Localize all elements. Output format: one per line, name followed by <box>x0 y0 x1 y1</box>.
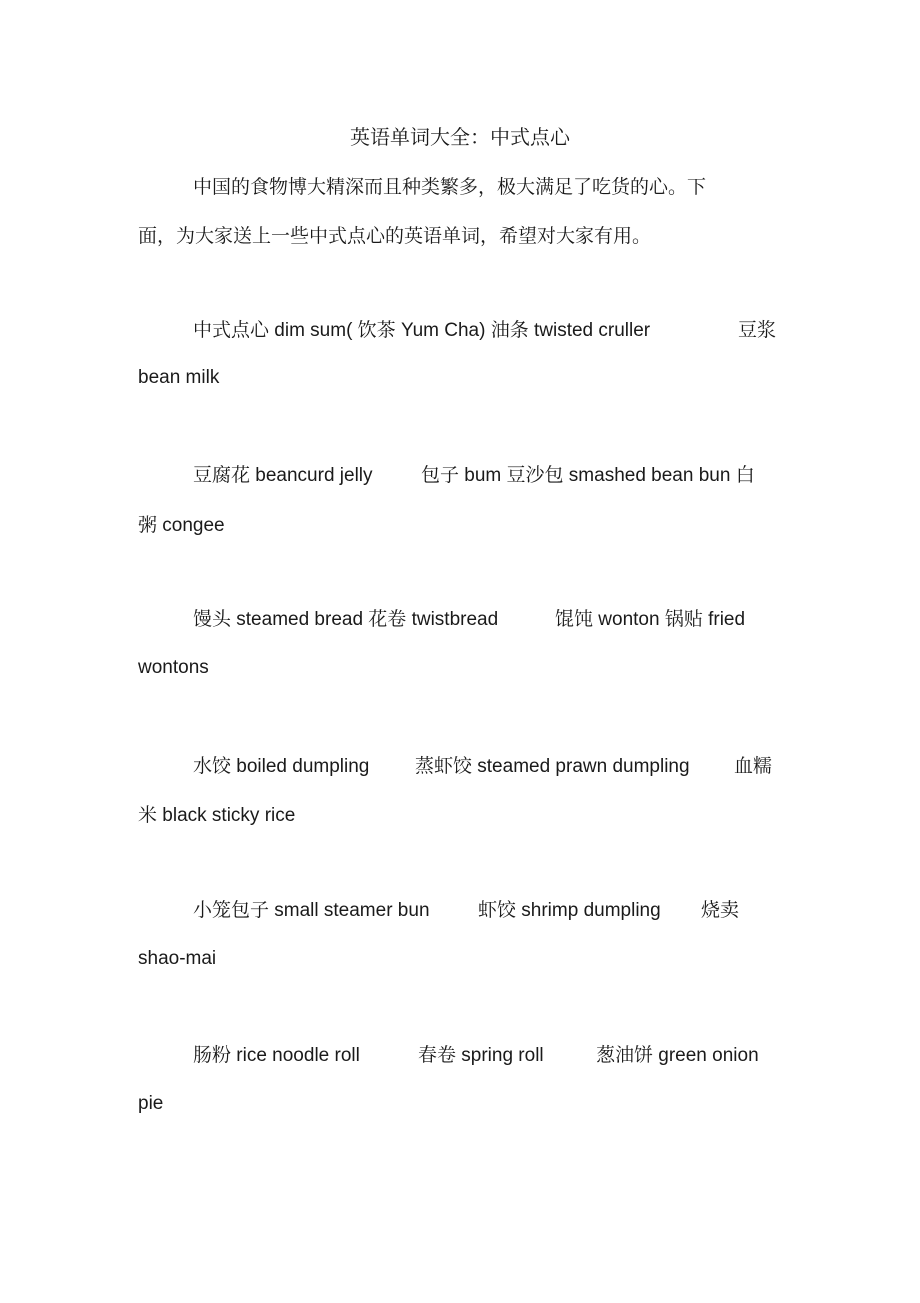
vocab-text: 包子 bum 豆沙包 smashed bean bun 白 <box>421 465 755 486</box>
vocab-continuation: wontons <box>138 657 209 678</box>
vocab-continuation: 米 black sticky rice <box>138 805 296 826</box>
vocab-text: 烧卖 <box>701 900 740 921</box>
document-title: 英语单词大全：中式点心 <box>350 125 570 149</box>
vocab-continuation: bean milk <box>138 367 220 388</box>
vocab-entry <box>0 607 920 687</box>
vocab-text: 蒸虾饺 steamed prawn dumpling <box>415 756 690 777</box>
vocab-text: 中式点心 dim sum( 饮茶 Yum Cha) 油条 twisted cruller <box>193 320 651 341</box>
vocab-text: 虾饺 shrimp dumpling <box>478 900 661 921</box>
vocab-entry <box>0 1043 920 1123</box>
vocab-text: 馒头 steamed bread 花卷 twistbread <box>193 609 499 630</box>
vocab-text: 肠粉 rice noodle roll <box>193 1045 360 1066</box>
vocab-entry <box>0 318 920 398</box>
vocab-entry <box>0 898 920 978</box>
vocab-text: 馄饨 wonton 锅贴 fried <box>555 609 746 630</box>
vocab-text: 豆浆 <box>738 320 777 341</box>
vocab-text: 豆腐花 beancurd jelly <box>193 465 373 486</box>
intro-line-2: 面，为大家送上一些中式点心的英语单词，希望对大家有用。 <box>138 225 652 247</box>
vocab-continuation: shao-mai <box>138 948 217 969</box>
vocab-text: 春卷 spring roll <box>418 1045 544 1066</box>
vocab-entry <box>0 463 920 543</box>
vocab-text: 血糯 <box>734 756 773 777</box>
vocab-continuation: pie <box>138 1093 164 1114</box>
vocab-text: 小笼包子 small steamer bun <box>193 900 430 921</box>
vocab-entry <box>0 754 920 834</box>
intro-line-1: 中国的食物博大精深而且种类繁多，极大满足了吃货的心。下 <box>193 176 707 198</box>
vocab-text: 水饺 boiled dumpling <box>193 756 370 777</box>
vocab-text: 葱油饼 green onion <box>596 1045 759 1066</box>
vocab-continuation: 粥 congee <box>138 515 225 536</box>
